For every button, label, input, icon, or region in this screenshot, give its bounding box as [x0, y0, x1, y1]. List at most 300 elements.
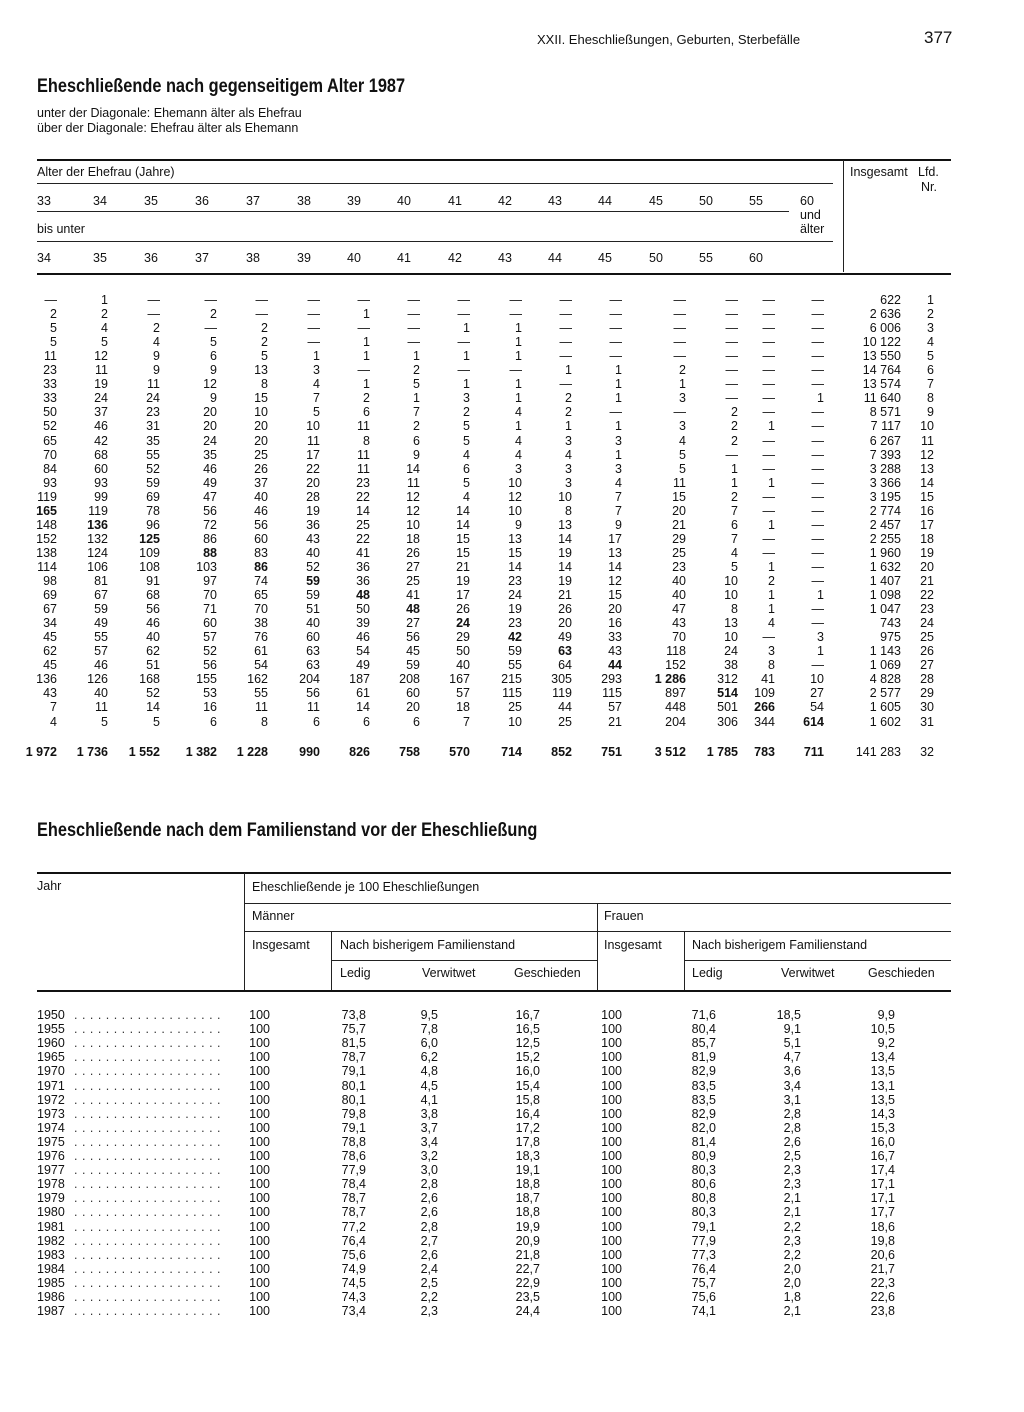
table1-row-number: 1 [927, 293, 934, 307]
table2-men-cell: 2,2 [420, 1290, 438, 1304]
table1-cell: 14 [558, 559, 572, 574]
table1-cell: 3 [565, 475, 572, 490]
table2-year: 1960 [37, 1036, 65, 1051]
table-row [0, 715, 1024, 729]
table2-men-cell: 76,4 [341, 1233, 366, 1248]
table1-cell: 1 [768, 419, 775, 434]
table1-cell: 65 [254, 588, 268, 603]
table2-year: 1978 [37, 1177, 65, 1192]
table-row [0, 1205, 1024, 1219]
table2-men-cell: 2,8 [420, 1177, 438, 1192]
table1-cell: 11 [673, 475, 686, 490]
table1-cell: 12 [94, 349, 108, 364]
table1-cell: — [147, 293, 160, 307]
table1-cell: 25 [508, 700, 522, 715]
table1-cell: 26 [254, 461, 268, 476]
table1-cell: 27 [406, 559, 420, 574]
table2-men-cell: 100 [249, 1191, 270, 1206]
table2-women-cell: 75,6 [691, 1290, 716, 1304]
table1-title: Eheschließende nach gegenseitigem Alter 1987 [37, 76, 406, 97]
table2-women-cell: 22,6 [870, 1290, 895, 1304]
table1-cell: 27 [810, 686, 824, 701]
table2-men-cell: 22,7 [515, 1261, 540, 1276]
table2-year: 1975 [37, 1134, 65, 1149]
table1-cell: 52 [43, 419, 57, 434]
table1-cell: 15 [456, 545, 470, 560]
table-row [0, 1290, 1024, 1304]
table2-men-cell: 78,8 [341, 1134, 366, 1149]
table1-cell: 25 [558, 714, 572, 729]
table2-women-cell: 81,9 [691, 1050, 716, 1065]
table1-cell: 67 [94, 588, 108, 603]
table1-cell: 39 [356, 616, 370, 631]
table1-cell: 56 [203, 658, 217, 673]
table1-cell: — [811, 602, 824, 617]
table1-cell: 60 [406, 686, 420, 701]
table1-cell: 138 [36, 545, 57, 560]
table1-cell: 3 [463, 391, 470, 406]
table1-cell: 10 [508, 503, 522, 518]
table2-men-cell: 2,6 [420, 1205, 438, 1220]
table1-row-total: 743 [880, 616, 901, 631]
table1-cell: 2 [261, 321, 268, 336]
table2-leader-dots: . . . . . . . . . . . . . . . . . . . [74, 1163, 221, 1178]
table-row [0, 307, 1024, 321]
table2-women-cell: 80,3 [691, 1163, 716, 1178]
table1-cell: 152 [36, 531, 57, 546]
table2-f-verwitwet-label: Verwitwet [781, 966, 835, 980]
table1-cell: 25 [356, 517, 370, 532]
table2-women-cell: 81,4 [691, 1134, 716, 1149]
table1-cell: 40 [306, 545, 320, 560]
table1-total-cell: 1 552 [128, 745, 160, 759]
table2-year: 1955 [37, 1022, 65, 1037]
table2-frauen-label: Frauen [604, 909, 644, 923]
table-row [0, 1093, 1024, 1107]
table2-year: 1974 [37, 1120, 65, 1135]
table2-women-cell: 100 [601, 1247, 622, 1262]
table2-leader-dots: . . . . . . . . . . . . . . . . . . . [74, 1247, 221, 1262]
table1-row-total: 13 550 [862, 349, 901, 364]
table2-women-cell: 77,3 [691, 1247, 716, 1262]
table2-women-cell: 9,9 [877, 1008, 895, 1022]
table2-m-geschieden-label: Geschieden [514, 966, 581, 980]
table2-men-cell: 100 [249, 1008, 270, 1022]
table1-cell: 1 [817, 391, 824, 406]
table1-cell: 2 [363, 391, 370, 406]
table1-cell: 448 [665, 700, 686, 715]
table1-cell: 23 [672, 559, 686, 574]
table1-cell: 16 [608, 616, 622, 631]
table1-cell: — [762, 489, 775, 504]
table1-cell: — [762, 335, 775, 350]
table1-cell: 14 [456, 517, 470, 532]
table1-cell: 344 [754, 714, 775, 729]
table1-cell: 98 [43, 574, 57, 588]
table1-cell: 10 [724, 588, 738, 603]
table1-cell: 46 [203, 461, 217, 476]
table2-women-cell: 80,8 [691, 1191, 716, 1206]
table1-cell: 136 [87, 517, 108, 532]
table2-women-cell: 100 [601, 1120, 622, 1135]
table2-women-cell: 80,4 [691, 1022, 716, 1037]
table1-cell: 5 [463, 475, 470, 490]
table-row [0, 686, 1024, 700]
table1-row-total: 1 602 [869, 714, 901, 729]
table1-cell: 2 [731, 433, 738, 448]
table2-women-cell: 85,7 [691, 1036, 716, 1051]
table-row [0, 363, 1024, 377]
table2-women-cell: 100 [601, 1191, 622, 1206]
table1-cell: 6 [210, 349, 217, 364]
table1-grand-total: 141 283 [855, 745, 901, 759]
table1-cell: 11 [95, 363, 108, 378]
table1-total-cell: 1 382 [185, 745, 217, 759]
table1-cell: 5 [50, 321, 57, 336]
table1-cell: — [407, 307, 420, 322]
table1-cell: — [204, 293, 217, 307]
table2-women-cell: 83,5 [691, 1078, 716, 1093]
table2-year: 1980 [37, 1205, 65, 1220]
table-row [0, 532, 1024, 546]
table1-cell: 23 [508, 574, 522, 588]
table2-men-cell: 100 [249, 1036, 270, 1051]
table2-men-cell: 3,7 [420, 1120, 438, 1135]
table1-cell: — [725, 335, 738, 350]
table1-total-cell: 826 [349, 745, 370, 759]
table2-women-cell: 74,1 [691, 1304, 716, 1319]
table1-cell: — [811, 616, 824, 631]
table1-cell: 5 [679, 447, 686, 462]
table2-women-cell: 15,3 [870, 1120, 895, 1135]
table-row [0, 1079, 1024, 1093]
table1-cell: 48 [356, 588, 370, 603]
table1-cell: 51 [306, 602, 320, 617]
table1-cell: 106 [87, 559, 108, 574]
table1-cell: 162 [247, 672, 268, 687]
table1-cell: 61 [254, 644, 268, 659]
table1-cell: 35 [203, 447, 217, 462]
table1-cell: 45 [406, 644, 420, 659]
table1-cell: 19 [456, 574, 470, 588]
table1-cell: 17 [456, 588, 470, 603]
table2-year: 1970 [37, 1064, 65, 1079]
table1-cell: 204 [299, 672, 320, 687]
table1-row-number: 19 [920, 545, 934, 560]
table1-cell: — [811, 419, 824, 434]
table1-cell: 49 [356, 658, 370, 673]
table1-cell: 204 [665, 714, 686, 729]
table1-from-age: 37 [246, 194, 260, 208]
table1-cell: 1 [515, 321, 522, 336]
table1-cell: 1 [731, 461, 738, 476]
table1-cell: 14 [356, 700, 370, 715]
table2-women-cell: 2,1 [783, 1191, 801, 1206]
table2-men-cell: 3,0 [420, 1163, 438, 1178]
table2-women-cell: 100 [601, 1177, 622, 1192]
table-row [0, 504, 1024, 518]
table2-men-cell: 18,8 [515, 1177, 540, 1192]
table1-cell: 60 [306, 630, 320, 645]
table-row [0, 518, 1024, 532]
table1-cell: 10 [558, 489, 572, 504]
table1-cell: 1 [565, 363, 572, 378]
table1-cell: — [407, 335, 420, 350]
table2-women-cell: 13,5 [870, 1092, 895, 1107]
table2-men-cell: 2,5 [420, 1275, 438, 1290]
table1-cell: 5 [313, 405, 320, 420]
table1-row-total: 10 122 [862, 335, 901, 350]
table1-cell: 46 [146, 616, 160, 631]
table-row [0, 588, 1024, 602]
table1-row-number: 17 [920, 517, 934, 532]
table1-cell: — [762, 503, 775, 518]
table1-cell: — [762, 349, 775, 364]
table1-top-rule [37, 159, 951, 161]
table1-cell: 40 [254, 489, 268, 504]
table1-cell: 1 [768, 588, 775, 603]
table1-cell: 1 [463, 377, 470, 392]
table1-cell: 56 [306, 686, 320, 701]
table1-cell: 83 [254, 545, 268, 560]
table2-m-nach-label: Nach bisherigem Familienstand [340, 938, 516, 952]
table1-to-age: 41 [397, 251, 411, 265]
table2-women-cell: 18,6 [870, 1219, 895, 1234]
table2-leader-dots: . . . . . . . . . . . . . . . . . . . [74, 1290, 221, 1304]
table1-cell: 165 [36, 503, 57, 518]
table1-cell: 1 [679, 377, 686, 392]
table1-cell: 5 [101, 714, 108, 729]
table2-women-cell: 18,5 [776, 1008, 801, 1022]
table1-from-age: 41 [448, 194, 462, 208]
table1-cell: 42 [94, 433, 108, 448]
table2-women-cell: 2,5 [783, 1149, 801, 1163]
table2-women-cell: 83,5 [691, 1092, 716, 1107]
table1-cell: — [357, 363, 370, 378]
table2-men-cell: 100 [249, 1177, 270, 1192]
table2-women-cell: 2,1 [783, 1304, 801, 1319]
table1-row-total: 14 764 [862, 363, 901, 378]
table2-men-cell: 78,7 [341, 1050, 366, 1065]
table2-men-cell: 80,1 [341, 1092, 366, 1107]
table1-cell: 19 [558, 574, 572, 588]
table1-cell: 37 [94, 405, 108, 420]
table1-cell: 15 [608, 588, 622, 603]
table1-from-age: 40 [397, 194, 411, 208]
table1-cell: 13 [724, 616, 738, 631]
table1-cell: 11 [357, 447, 370, 462]
table1-cell: 23 [508, 616, 522, 631]
table2-men-cell: 3,2 [420, 1149, 438, 1163]
table2-men-cell: 6,2 [420, 1050, 438, 1065]
table1-row-number: 5 [927, 349, 934, 364]
table1-cell: 155 [196, 672, 217, 687]
table1-cell: 1 [463, 349, 470, 364]
table2-women-cell: 17,1 [870, 1191, 895, 1206]
table1-cell: 54 [254, 658, 268, 673]
table1-cell: 3 [615, 433, 622, 448]
table2-men-cell: 19,1 [515, 1163, 540, 1178]
table2-women-cell: 13,4 [870, 1050, 895, 1065]
table1-cell: 25 [406, 574, 420, 588]
table2-men-cell: 100 [249, 1261, 270, 1276]
table1-cell: 21 [608, 714, 622, 729]
table1-cell: — [811, 503, 824, 518]
table1-cell: 4 [515, 433, 522, 448]
table-row [0, 1248, 1024, 1262]
table1-cell: 61 [356, 686, 370, 701]
table1-cell: 52 [146, 686, 160, 701]
table1-cell: 65 [43, 433, 57, 448]
table1-cell: 1 [313, 349, 320, 364]
table1-row-total: 6 006 [869, 321, 901, 336]
table2-men-cell: 100 [249, 1134, 270, 1149]
running-header: XXII. Eheschließungen, Geburten, Sterbefälle [537, 32, 801, 47]
table1-insgesamt-label: Insgesamt [850, 165, 908, 179]
table1-cell: 9 [153, 349, 160, 364]
table1-row-number: 28 [920, 672, 934, 687]
table1-cell: 20 [254, 419, 268, 434]
table1-cell: 57 [203, 630, 217, 645]
table-row [0, 448, 1024, 462]
table1-cell: 11 [44, 349, 57, 364]
table1-cell: — [725, 293, 738, 307]
table1-cell: 26 [558, 602, 572, 617]
table2-women-cell: 2,8 [783, 1120, 801, 1135]
table1-cell: 13 [558, 517, 572, 532]
table1-row-number: 21 [920, 574, 934, 588]
table2-men-cell: 18,3 [515, 1149, 540, 1163]
table1-header-vrule [843, 160, 844, 272]
table1-cell: 64 [558, 658, 572, 673]
table1-cell: 4 [515, 405, 522, 420]
table1-from-age: 45 [649, 194, 663, 208]
table-row [0, 1036, 1024, 1050]
table1-cell: 19 [306, 503, 320, 518]
table1-cell: 46 [356, 630, 370, 645]
table1-cell: 21 [558, 588, 572, 603]
table1-cell: — [811, 658, 824, 673]
table1-row-total: 1 098 [869, 588, 901, 603]
table2-men-cell: 2,6 [420, 1247, 438, 1262]
table2-women-cell: 17,7 [870, 1205, 895, 1220]
table1-cell: — [673, 307, 686, 322]
table1-header-rule [37, 183, 833, 184]
table1-cell: 306 [717, 714, 738, 729]
table1-total-cell: 1 736 [76, 745, 108, 759]
table1-row-total: 1 605 [869, 700, 901, 715]
table1-cell: — [255, 293, 268, 307]
table1-cell: 17 [608, 531, 622, 546]
table1-to-age: 36 [144, 251, 158, 265]
table1-cell: 1 [363, 349, 370, 364]
table2-group-label: Eheschließende je 100 Eheschließungen [252, 880, 480, 894]
table1-cell: 55 [254, 686, 268, 701]
table1-cell: 20 [203, 419, 217, 434]
table1-total-cell: 751 [601, 745, 622, 759]
table1-row-number: 4 [927, 335, 934, 350]
table1-cell: 49 [558, 630, 572, 645]
table1-cell: 1 [817, 644, 824, 659]
table1-cell: — [811, 461, 824, 476]
table1-last-col-line2: und [800, 208, 821, 222]
table1-cell: 38 [254, 616, 268, 631]
table1-cell: 1 [101, 293, 108, 307]
table2-leader-dots: . . . . . . . . . . . . . . . . . . . [74, 1106, 221, 1121]
table1-cell: 86 [203, 531, 217, 546]
table1-cell: 40 [306, 616, 320, 631]
table1-cell: 1 [515, 349, 522, 364]
table-row [0, 616, 1024, 630]
table1-cell: 84 [43, 461, 57, 476]
table2-men-cell: 100 [249, 1304, 270, 1319]
table1-cell: 69 [146, 489, 160, 504]
table1-cell: — [357, 293, 370, 307]
table2-sex-vrule [597, 903, 598, 990]
table1-cell: 13 [608, 545, 622, 560]
table2-men-cell: 100 [249, 1290, 270, 1304]
table1-cell: 115 [602, 686, 622, 701]
table1-cell: 59 [146, 475, 160, 490]
table1-cell: 3 [313, 363, 320, 378]
table1-cell: 1 [515, 335, 522, 350]
table1-cell: 52 [146, 461, 160, 476]
table2-men-cell: 16,0 [515, 1064, 540, 1079]
table-row [0, 434, 1024, 448]
table1-cell: 7 [615, 503, 622, 518]
table1-cell: 29 [456, 630, 470, 645]
table1-cell: 3 [565, 461, 572, 476]
table1-cell: 109 [139, 545, 160, 560]
table1-cell: 52 [306, 559, 320, 574]
table1-cell: — [725, 447, 738, 462]
table1-cell: 25 [254, 447, 268, 462]
table2-year: 1976 [37, 1149, 65, 1163]
table1-total-cell: 990 [299, 745, 320, 759]
table-row [0, 1135, 1024, 1149]
table1-cell: 3 [817, 630, 824, 645]
table1-cell: 49 [203, 475, 217, 490]
table2-women-cell: 100 [601, 1275, 622, 1290]
table1-cell: 6 [413, 433, 420, 448]
table1-cell: 2 [768, 574, 775, 588]
table1-cell: 54 [810, 700, 824, 715]
table2-sex-rule [244, 931, 951, 932]
table2-women-cell: 3,4 [783, 1078, 801, 1093]
table1-cell: 74 [254, 574, 268, 588]
table1-cell: 2 [731, 419, 738, 434]
table1-cell: 96 [146, 517, 160, 532]
table1-cell: 2 [261, 335, 268, 350]
table1-row-number: 29 [920, 686, 934, 701]
table2-men-cell: 79,1 [341, 1120, 366, 1135]
table1-cell: 1 [615, 419, 622, 434]
table2-leader-dots: . . . . . . . . . . . . . . . . . . . [74, 1219, 221, 1234]
table1-cell: 3 [565, 433, 572, 448]
table1-cell: 55 [94, 630, 108, 645]
table1-cell: 70 [254, 602, 268, 617]
table2-year: 1950 [37, 1008, 65, 1022]
table2-men-cell: 100 [249, 1078, 270, 1093]
table1-cell: 29 [672, 531, 686, 546]
table1-cell: 4 [565, 447, 572, 462]
table1-row-number: 3 [927, 321, 934, 336]
table2-men-cell: 4,1 [420, 1092, 438, 1107]
table1-cell: 12 [203, 377, 217, 392]
table-row [0, 1276, 1024, 1290]
table1-total-cell: 852 [551, 745, 572, 759]
table1-cell: 14 [558, 531, 572, 546]
